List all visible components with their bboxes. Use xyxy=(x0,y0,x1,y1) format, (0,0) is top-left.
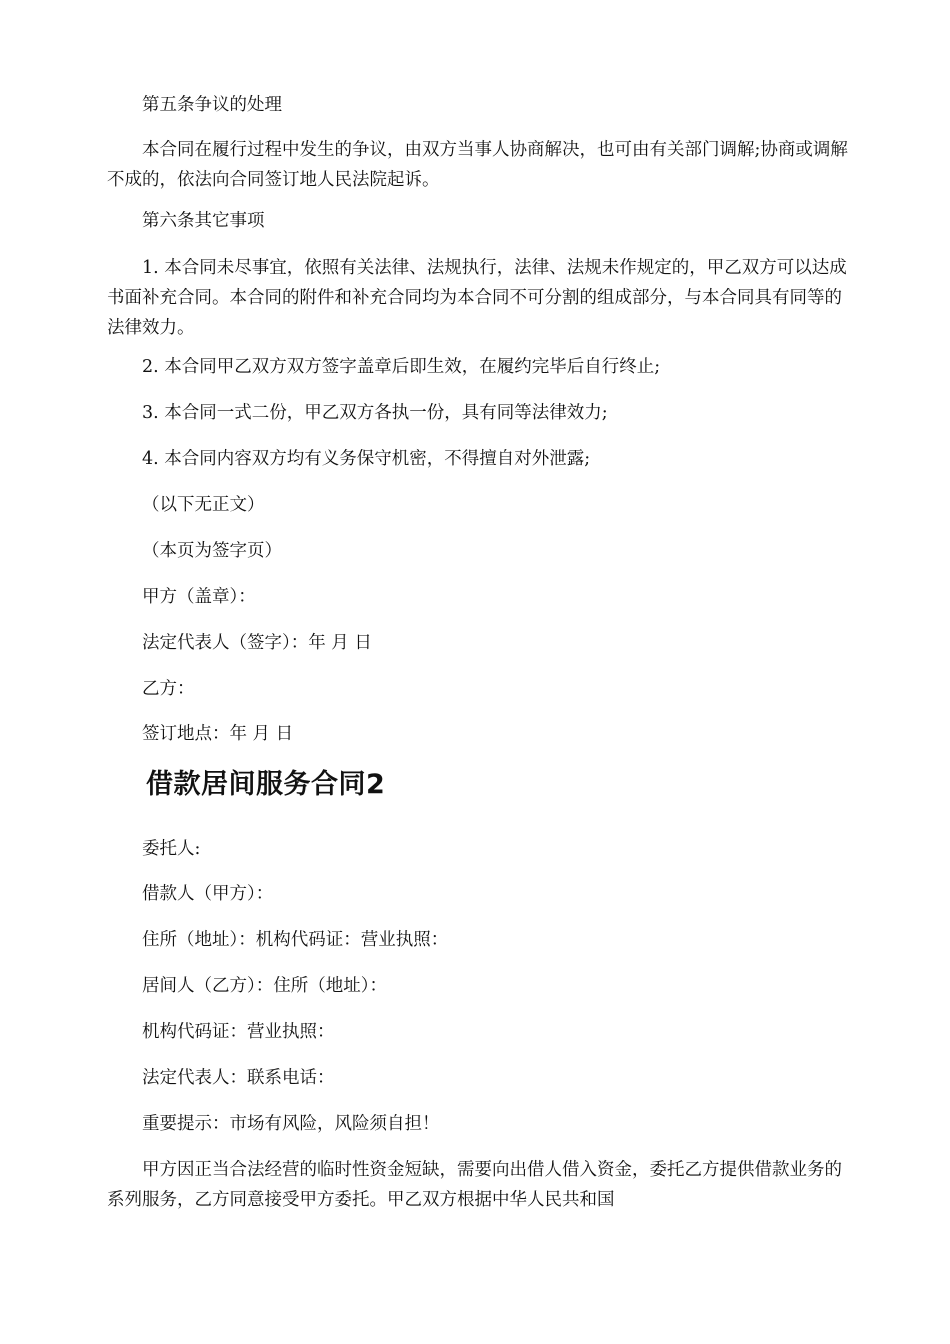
org-code-line: 机构代码证：营业执照： xyxy=(142,1022,335,1042)
clause-4-paragraph: 4. 本合同内容双方均有义务保守机密，不得擅自对外泄露; xyxy=(142,449,591,469)
legal-rep-phone-line: 法定代表人：联系电话： xyxy=(142,1068,335,1088)
risk-notice: 重要提示：市场有风险，风险须自担！ xyxy=(142,1114,440,1134)
article-6-heading: 第六条其它事项 xyxy=(142,211,265,231)
legal-rep-signature-line: 法定代表人（签字）：年 月 日 xyxy=(142,633,372,653)
dispute-paragraph: 本合同在履行过程中发生的争议，由双方当事人协商解决，也可由有关部门调解;协商或调解不成的，依法向合同签订地人民法院起诉。 xyxy=(107,140,848,190)
principal-line: 委托人: xyxy=(142,839,201,859)
preamble-paragraph: 甲方因正当合法经营的临时性资金短缺，需要向出借人借入资金，委托乙方提供借款业务的系列服务，乙方同意接受甲方委托。甲乙双方根据中华人民共和国 xyxy=(107,1160,842,1210)
signing-place-line: 签订地点：年 月 日 xyxy=(142,724,294,744)
clause-3-paragraph: 3. 本合同一式二份，甲乙双方各执一份，具有同等法律效力; xyxy=(142,403,608,423)
signature-page-note: （本页为签字页） xyxy=(142,541,282,561)
no-text-below-note: （以下无正文） xyxy=(142,495,265,515)
borrower-line: 借款人（甲方）： xyxy=(142,884,274,904)
party-a-seal-line: 甲方（盖章）： xyxy=(142,587,256,607)
intermediary-line: 居间人（乙方）：住所（地址）： xyxy=(142,976,387,996)
contract-title: 借款居间服务合同2 xyxy=(146,769,386,800)
clause-2-paragraph: 2. 本合同甲乙双方双方签字盖章后即生效，在履约完毕后自行终止; xyxy=(142,357,661,377)
address-license-line: 住所（地址）：机构代码证：营业执照： xyxy=(142,930,449,950)
clause-1-paragraph: 1. 本合同未尽事宜，依照有关法律、法规执行，法律、法规未作规定的，甲乙双方可以达成书面补充合同。本合同的附件和补充合同均为本合同不可分割的组成部分，与本合同具有同等的法律效力。 xyxy=(107,258,847,338)
party-b-line: 乙方： xyxy=(142,679,195,699)
article-5-heading: 第五条争议的处理 xyxy=(142,95,282,115)
